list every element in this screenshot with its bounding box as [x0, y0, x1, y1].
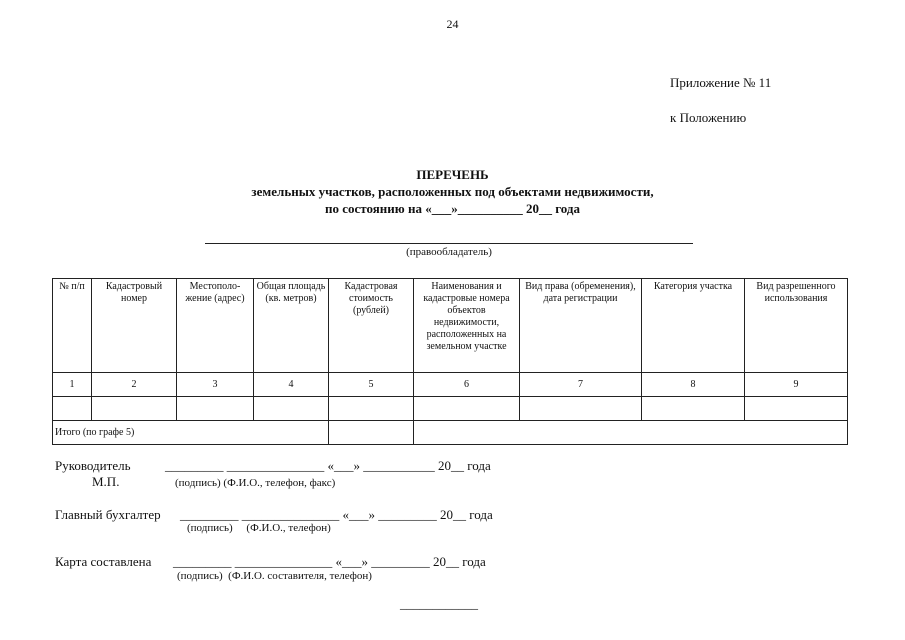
compiler-signature-line: _________ _______________ «___» _________ 20__ года: [173, 554, 486, 569]
col-header-number: № п/п: [53, 279, 92, 373]
head-role-label: Руководитель: [55, 458, 131, 473]
column-number: 7: [520, 373, 642, 397]
table-total-row: [53, 421, 848, 445]
column-number: 9: [745, 373, 848, 397]
column-number: 6: [414, 373, 520, 397]
date-line: по состоянию на «___»__________ 20__ года: [325, 201, 580, 216]
col-header-cadastral-number: Кадастровый номер: [92, 279, 177, 373]
document-subtitle: земельных участков, расположенных под объектами недвижимости,: [251, 184, 654, 199]
column-number: 2: [92, 373, 177, 397]
col-header-permitted-use: Вид разрешенного использования: [745, 279, 848, 373]
total-label: Итого (по графе 5): [53, 421, 329, 445]
table-cell: [520, 397, 642, 421]
holder-fill-line: [205, 243, 693, 244]
table-cell: [177, 397, 254, 421]
col-header-cadastral-value: Кадастровая стоимость (рублей): [329, 279, 414, 373]
table-row: [53, 397, 848, 421]
document-title: ПЕРЕЧЕНЬ: [416, 167, 489, 182]
table-cell: [53, 397, 92, 421]
table-cell: [642, 397, 745, 421]
col-header-area: Общая площадь (кв. метров): [254, 279, 329, 373]
table-cell: [745, 397, 848, 421]
table-cell: [254, 397, 329, 421]
column-number: 4: [254, 373, 329, 397]
column-number: 5: [329, 373, 414, 397]
table-cell: [92, 397, 177, 421]
total-empty-cell: [414, 421, 848, 445]
table-header-row: [53, 279, 848, 373]
footer-rule: ____________: [400, 596, 478, 611]
col-header-objects: Наименования и кадастровые номера объектов недвижимости, расположенных на земельном участке: [414, 279, 520, 373]
table-cell: [329, 397, 414, 421]
column-number: 8: [642, 373, 745, 397]
col-header-location: Местополо-жение (адрес): [177, 279, 254, 373]
col-header-right-type: Вид права (обременения), дата регистрации: [520, 279, 642, 373]
regulation-label: к Положению: [670, 110, 747, 125]
column-number: 3: [177, 373, 254, 397]
stamp-label: М.П.: [92, 474, 120, 489]
accountant-signature-line: _________ _______________ «___» _________ 20__ года: [180, 507, 493, 522]
accountant-signature-caption: (подпись) (Ф.И.О., телефон): [187, 522, 331, 534]
total-value-cell: [329, 421, 414, 445]
head-signature-caption: (подпись) (Ф.И.О., телефон, факс): [175, 477, 336, 489]
holder-caption: (правообладатель): [406, 246, 492, 258]
page-number: 24: [446, 17, 459, 31]
table-column-numbers-row: [53, 373, 848, 397]
column-number: 1: [53, 373, 92, 397]
head-signature-line: _________ _______________ «___» ___________ 20__ года: [165, 458, 491, 473]
compiler-signature-caption: (подпись) (Ф.И.О. составителя, телефон): [177, 570, 372, 582]
accountant-role-label: Главный бухгалтер: [55, 507, 161, 522]
col-header-category: Категория участка: [642, 279, 745, 373]
appendix-label: Приложение № 11: [670, 75, 772, 90]
compiler-role-label: Карта составлена: [55, 554, 152, 569]
land-plots-table: [52, 278, 848, 445]
table-cell: [414, 397, 520, 421]
